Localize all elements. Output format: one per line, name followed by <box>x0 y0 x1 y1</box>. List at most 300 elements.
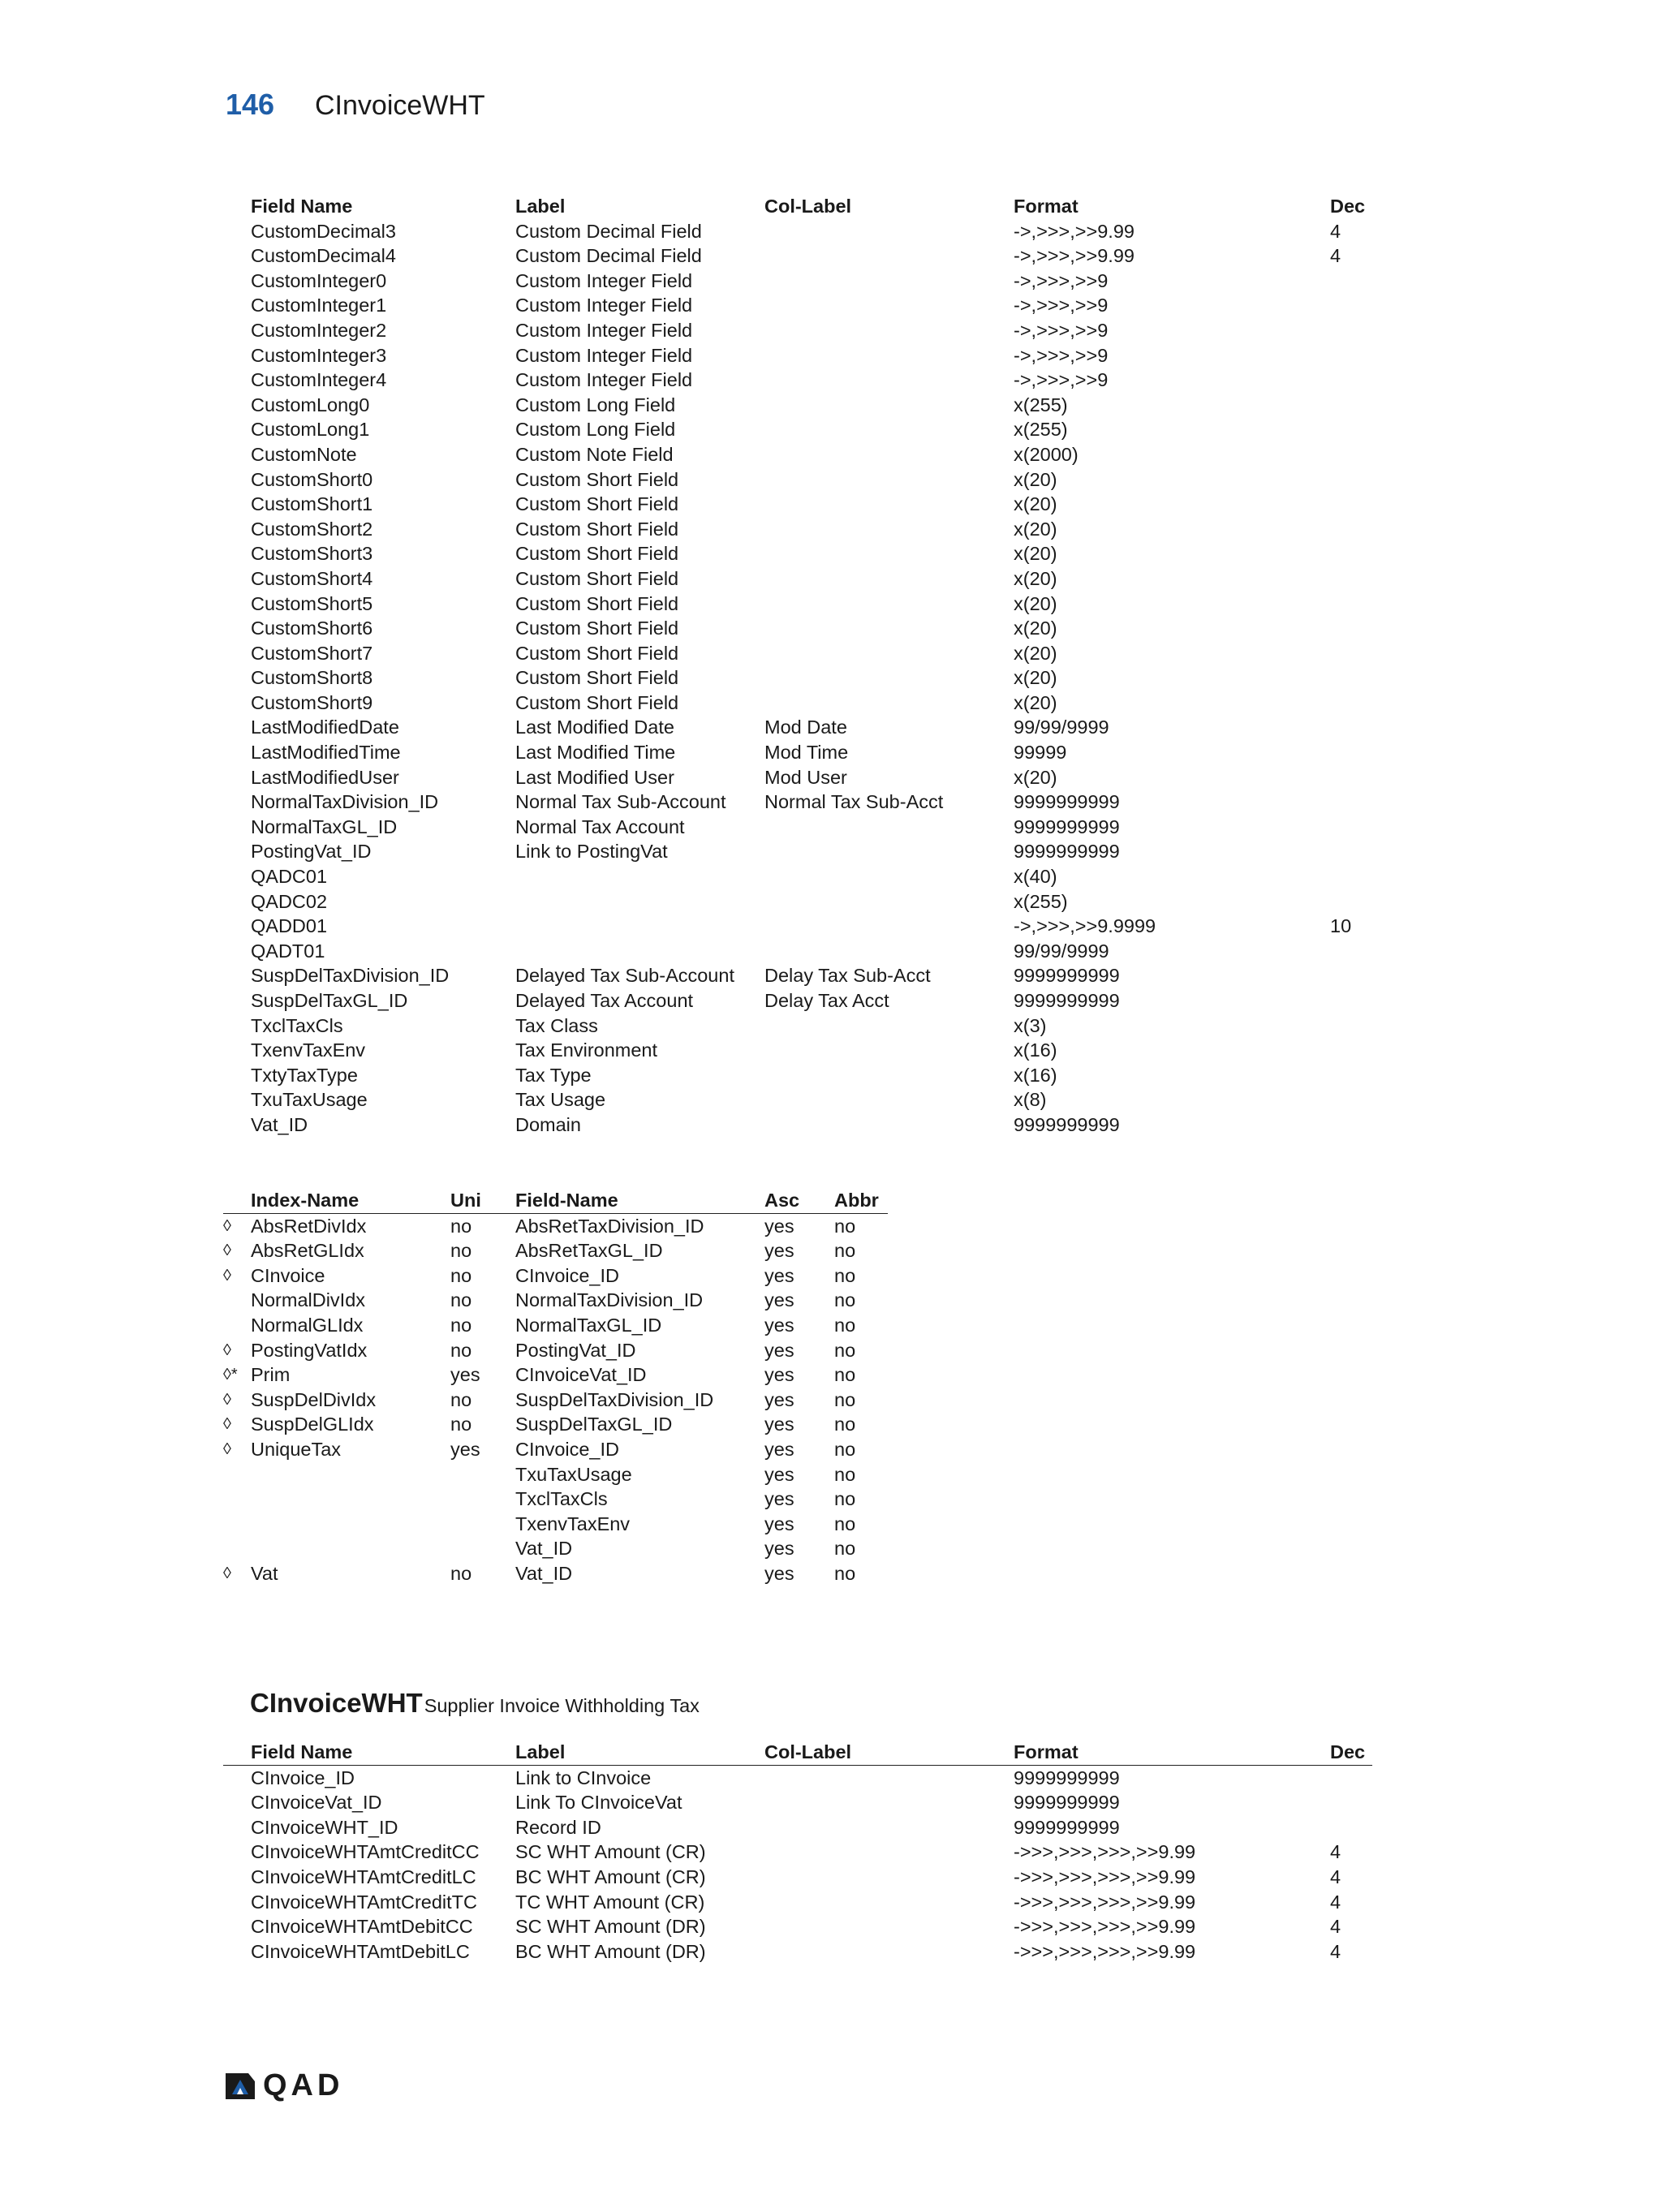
table-cell: x(20) <box>1014 592 1057 614</box>
table-cell: Link to PostingVat <box>515 841 668 863</box>
table-cell <box>1330 318 1387 343</box>
row-marker <box>223 616 251 641</box>
table-row <box>223 889 1387 914</box>
table-cell <box>764 492 1014 517</box>
table-row <box>223 1840 1372 1865</box>
column-header: Label <box>515 196 566 217</box>
row-marker <box>223 963 251 988</box>
table-cell: Custom Short Field <box>515 642 679 664</box>
column-header: Format <box>1014 1740 1330 1765</box>
column-header: Uni <box>450 1188 515 1213</box>
table-cell <box>1330 467 1387 493</box>
table-cell: TxclTaxCls <box>515 1488 608 1510</box>
table-cell: Custom Decimal Field <box>515 245 702 267</box>
table-cell: CustomShort3 <box>251 543 373 565</box>
index-table <box>223 1188 888 1586</box>
table-row <box>223 864 1387 889</box>
table-cell: ->,>>>,>>9 <box>1014 295 1109 316</box>
table-cell <box>764 889 1014 914</box>
table-cell <box>764 691 1014 716</box>
table-cell: CustomShort8 <box>251 667 373 689</box>
table-cell: QADC02 <box>251 890 328 912</box>
table-cell <box>1330 517 1387 542</box>
table-cell: 9999999999 <box>1014 1816 1120 1838</box>
table-cell <box>764 1038 1014 1063</box>
table-cell: x(20) <box>1014 468 1057 490</box>
table-cell: Custom Note Field <box>515 443 674 465</box>
table-cell: QADT01 <box>251 940 325 962</box>
table-cell: Custom Integer Field <box>515 369 693 391</box>
table-cell <box>1330 1815 1372 1840</box>
row-marker: ◊ <box>223 1341 231 1359</box>
table-row <box>223 318 1387 343</box>
table-cell <box>1330 889 1387 914</box>
table-cell <box>1330 1087 1387 1112</box>
table-cell: x(20) <box>1014 691 1057 713</box>
table-cell: AbsRetTaxGL_ID <box>515 1240 663 1262</box>
table-cell: Link to CInvoice <box>515 1767 652 1788</box>
row-marker <box>223 1939 251 1965</box>
table-cell: Tax Type <box>515 1064 592 1086</box>
table-row <box>223 1790 1372 1815</box>
table-cell: QADD01 <box>251 915 328 937</box>
table-cell: Custom Decimal Field <box>515 220 702 242</box>
table-cell <box>1330 864 1387 889</box>
table-cell <box>764 343 1014 368</box>
row-marker: ◊* <box>223 1366 238 1384</box>
table-cell: NormalDivIdx <box>251 1289 366 1311</box>
row-marker <box>223 368 251 393</box>
table-row <box>223 1288 888 1313</box>
row-marker <box>223 467 251 493</box>
table-cell: yes <box>450 1438 480 1460</box>
table-cell: Custom Short Field <box>515 618 679 639</box>
table-row <box>223 1087 1387 1112</box>
table-cell: 99/99/9999 <box>1014 940 1109 962</box>
table-cell: Custom Short Field <box>515 468 679 490</box>
row-marker <box>223 1790 251 1815</box>
table-cell: yes <box>764 1438 794 1460</box>
table-cell: yes <box>764 1364 794 1386</box>
table-cell <box>764 914 1014 939</box>
table-cell <box>1330 715 1387 740</box>
table-cell: Domain <box>515 1113 581 1135</box>
table-cell: x(20) <box>1014 493 1057 515</box>
table-cell: CInvoiceVat_ID <box>515 1364 647 1386</box>
table-cell: Tax Environment <box>515 1039 658 1061</box>
table-cell <box>450 1487 515 1512</box>
table-cell: Mod Date <box>764 717 847 738</box>
table-row <box>223 939 1387 964</box>
table-cell: x(16) <box>1014 1039 1057 1061</box>
table-cell <box>764 566 1014 592</box>
table-row <box>223 1338 888 1363</box>
table-cell: yes <box>764 1339 794 1361</box>
row-marker <box>223 417 251 442</box>
table-cell <box>1330 765 1387 790</box>
row-marker <box>223 1914 251 1939</box>
table-cell: yes <box>764 1488 794 1510</box>
table-cell: LastModifiedTime <box>251 742 401 764</box>
table-cell: 99/99/9999 <box>1014 717 1109 738</box>
column-header: Field Name <box>251 1740 515 1765</box>
table-cell: Vat_ID <box>515 1562 573 1584</box>
table-cell: Tax Usage <box>515 1089 606 1111</box>
table-cell <box>251 1536 450 1561</box>
row-marker <box>223 492 251 517</box>
table-cell: SuspDelTaxDivision_ID <box>251 965 450 987</box>
table-cell: Custom Short Field <box>515 567 679 589</box>
table-cell <box>1330 1765 1372 1790</box>
table-cell: CInvoice_ID <box>515 1438 619 1460</box>
table-cell: CInvoice_ID <box>515 1264 619 1286</box>
table-cell <box>1330 492 1387 517</box>
table-cell <box>1330 269 1387 294</box>
row-marker <box>223 566 251 592</box>
table-cell: 9999999999 <box>1014 791 1120 813</box>
table-cell: x(40) <box>1014 866 1057 888</box>
table-cell: 9999999999 <box>1014 990 1120 1011</box>
table-cell: Record ID <box>515 1816 601 1838</box>
table-cell <box>1330 368 1387 393</box>
table-cell <box>764 1865 1014 1890</box>
table-cell <box>1330 616 1387 641</box>
table-cell: yes <box>764 1538 794 1560</box>
table-row <box>223 467 1387 493</box>
table-cell <box>1330 343 1387 368</box>
row-marker <box>223 864 251 889</box>
table-cell: CustomInteger4 <box>251 369 387 391</box>
table-cell <box>515 914 764 939</box>
table-cell <box>251 1462 450 1487</box>
table-row <box>223 790 1387 815</box>
table-cell: SuspDelGLIdx <box>251 1414 374 1435</box>
table-cell: SuspDelTaxGL_ID <box>515 1414 673 1435</box>
column-header: Asc <box>764 1188 834 1213</box>
table-cell: ->>>,>>>,>>>,>>9.99 <box>1014 1916 1196 1938</box>
table-cell <box>764 293 1014 318</box>
table-cell <box>515 939 764 964</box>
table-cell: 4 <box>1330 1940 1341 1962</box>
table-cell: CInvoiceWHT_ID <box>251 1816 398 1838</box>
table-cell: no <box>450 1314 472 1336</box>
row-marker <box>223 665 251 691</box>
row-marker <box>223 1890 251 1915</box>
table-row <box>223 368 1387 393</box>
table-cell <box>764 467 1014 493</box>
row-marker <box>223 1462 251 1487</box>
table-row <box>223 1013 1387 1039</box>
table-cell <box>764 393 1014 418</box>
table-cell: 4 <box>1330 1916 1341 1938</box>
table-cell <box>764 1112 1014 1138</box>
row-marker <box>223 1063 251 1088</box>
table-row <box>223 1063 1387 1088</box>
row-marker <box>223 592 251 617</box>
table-cell <box>1330 293 1387 318</box>
table-cell: Delayed Tax Account <box>515 990 694 1011</box>
table-cell <box>1330 1038 1387 1063</box>
table-cell: CInvoiceWHTAmtCreditCC <box>251 1841 480 1863</box>
table-cell: Link To CInvoiceVat <box>515 1792 682 1814</box>
table-cell: QADC01 <box>251 866 328 888</box>
table-row <box>223 616 1387 641</box>
row-marker <box>223 1013 251 1039</box>
table-cell <box>764 839 1014 864</box>
table-cell <box>764 864 1014 889</box>
table-cell <box>764 219 1014 244</box>
table-cell: CustomShort6 <box>251 618 373 639</box>
table-row <box>223 1536 888 1561</box>
table-cell <box>764 1939 1014 1965</box>
table-row <box>223 1388 888 1413</box>
row-marker: ◊ <box>223 1440 231 1458</box>
column-header: Col-Label <box>764 196 852 217</box>
table-cell: Custom Long Field <box>515 394 676 415</box>
table-cell: Last Modified Date <box>515 717 674 738</box>
table-cell: x(20) <box>1014 642 1057 664</box>
table-cell: CustomShort0 <box>251 468 373 490</box>
table-cell <box>764 592 1014 617</box>
table-cell <box>1330 815 1387 840</box>
table-cell: Normal Tax Account <box>515 816 685 837</box>
table-row <box>223 715 1387 740</box>
table-cell: BC WHT Amount (CR) <box>515 1866 706 1887</box>
table-cell: no <box>834 1215 856 1237</box>
table-cell: CustomShort1 <box>251 493 373 515</box>
table-row <box>223 417 1387 442</box>
table-cell: ->,>>>,>>9 <box>1014 269 1109 291</box>
table-cell: Custom Short Field <box>515 543 679 565</box>
table-row <box>223 1765 1372 1790</box>
table-cell <box>1330 691 1387 716</box>
table-row <box>223 665 1387 691</box>
table-cell: SC WHT Amount (DR) <box>515 1916 706 1938</box>
table-cell: ->,>>>,>>9.9999 <box>1014 915 1156 937</box>
table-cell: 9999999999 <box>1014 1792 1120 1814</box>
row-marker <box>223 815 251 840</box>
table-row <box>223 1038 1387 1063</box>
table-cell: TxtyTaxType <box>251 1064 358 1086</box>
table-row <box>223 815 1387 840</box>
table-cell: CustomInteger3 <box>251 344 387 366</box>
table-cell: no <box>834 1240 856 1262</box>
page-header <box>226 88 485 128</box>
column-header: Field-Name <box>515 1188 764 1213</box>
table-cell <box>764 517 1014 542</box>
table-cell: no <box>834 1488 856 1510</box>
table-row <box>223 1112 1387 1138</box>
row-marker: ◊ <box>223 1266 231 1285</box>
table-cell <box>1330 641 1387 666</box>
table-cell <box>1330 939 1387 964</box>
table-row <box>223 1512 888 1537</box>
table-cell: CInvoice_ID <box>251 1767 355 1788</box>
table-cell: Last Modified User <box>515 766 674 788</box>
table-row <box>223 517 1387 542</box>
table-cell: PostingVat_ID <box>515 1339 636 1361</box>
table-cell: CustomInteger0 <box>251 269 387 291</box>
row-marker <box>223 1512 251 1537</box>
table-row <box>223 566 1387 592</box>
table-cell: yes <box>764 1314 794 1336</box>
table-cell: x(3) <box>1014 1014 1047 1036</box>
table-row <box>223 1238 888 1263</box>
table-cell: CustomNote <box>251 443 357 465</box>
table-cell <box>251 1512 450 1537</box>
row-marker: ◊ <box>223 1390 231 1409</box>
table-row <box>223 1487 888 1512</box>
row-marker <box>223 691 251 716</box>
fields-table-2 <box>223 1740 1372 1964</box>
table-cell: ->>>,>>>,>>>,>>9.99 <box>1014 1841 1196 1863</box>
table-cell: CustomLong1 <box>251 419 370 441</box>
table-cell: SuspDelDivIdx <box>251 1388 377 1410</box>
table-cell: CInvoiceWHTAmtCreditTC <box>251 1891 477 1913</box>
table-cell: Custom Short Field <box>515 691 679 713</box>
table-row <box>223 740 1387 765</box>
row-marker <box>223 715 251 740</box>
table-cell <box>1330 1063 1387 1088</box>
row-marker <box>223 1038 251 1063</box>
table-cell: Delay Tax Sub-Acct <box>764 965 931 987</box>
table-cell <box>764 665 1014 691</box>
table-cell: NormalGLIdx <box>251 1314 364 1336</box>
table-cell: LastModifiedUser <box>251 766 399 788</box>
fields-table-1 <box>223 194 1387 1138</box>
row-marker <box>223 318 251 343</box>
table-row <box>223 1914 1372 1939</box>
table-row <box>223 1263 888 1289</box>
table-cell: CInvoiceVat_ID <box>251 1792 382 1814</box>
table-description: Supplier Invoice Withholding Tax <box>424 1695 700 1716</box>
table-cell: 9999999999 <box>1014 1767 1120 1788</box>
row-marker <box>223 293 251 318</box>
table-row <box>223 442 1387 467</box>
table-cell <box>450 1536 515 1561</box>
table-cell: TxenvTaxEnv <box>251 1039 366 1061</box>
table-cell: ->,>>>,>>9.99 <box>1014 245 1135 267</box>
table-cell <box>764 1063 1014 1088</box>
row-marker <box>223 1112 251 1138</box>
column-header: Field Name <box>251 196 353 217</box>
table-cell: ->>>,>>>,>>>,>>9.99 <box>1014 1866 1196 1887</box>
page-title: CInvoiceWHT <box>315 90 485 121</box>
table-cell: no <box>834 1513 856 1534</box>
table-row <box>223 1939 1372 1965</box>
row-marker <box>223 1765 251 1790</box>
table-cell: Custom Integer Field <box>515 319 693 341</box>
table-cell: CustomLong0 <box>251 394 370 415</box>
table-row <box>223 1437 888 1462</box>
table-cell <box>764 1790 1014 1815</box>
column-header: Format <box>1014 196 1079 217</box>
table-cell: CustomDecimal3 <box>251 220 396 242</box>
table-cell: no <box>450 1414 472 1435</box>
table-cell <box>764 442 1014 467</box>
table-cell: no <box>450 1562 472 1584</box>
column-header: Abbr <box>834 1188 888 1213</box>
table-row <box>223 1462 888 1487</box>
table-cell: ->,>>>,>>9 <box>1014 369 1109 391</box>
table-cell: 9999999999 <box>1014 841 1120 863</box>
table-cell: 9999999999 <box>1014 1113 1120 1135</box>
table-row <box>223 1815 1372 1840</box>
table-cell <box>764 1815 1014 1840</box>
table-cell: NormalTaxDivision_ID <box>515 1289 704 1311</box>
table-cell: 99999 <box>1014 742 1067 764</box>
table-cell: AbsRetTaxDivision_ID <box>515 1215 704 1237</box>
table-cell <box>1330 1790 1372 1815</box>
table-cell: yes <box>764 1264 794 1286</box>
table-cell: Vat_ID <box>515 1538 573 1560</box>
table-row <box>223 343 1387 368</box>
table-cell: CInvoiceWHTAmtDebitLC <box>251 1940 470 1962</box>
table-cell: no <box>450 1388 472 1410</box>
table-cell <box>1330 1013 1387 1039</box>
table-cell: ->,>>>,>>9 <box>1014 319 1109 341</box>
table-cell: TxuTaxUsage <box>515 1463 632 1485</box>
table-cell: no <box>450 1339 472 1361</box>
index-table-header <box>223 1188 888 1213</box>
table-row <box>223 592 1387 617</box>
table-cell <box>764 318 1014 343</box>
table-cell: Custom Short Field <box>515 518 679 540</box>
table-cell: Delayed Tax Sub-Account <box>515 965 734 987</box>
row-marker <box>223 988 251 1013</box>
table-cell: x(255) <box>1014 394 1068 415</box>
table-row <box>223 492 1387 517</box>
row-marker <box>223 1487 251 1512</box>
table-cell: no <box>834 1289 856 1311</box>
table-cell: CustomShort7 <box>251 642 373 664</box>
table-cell <box>1330 417 1387 442</box>
row-marker <box>223 393 251 418</box>
table-cell <box>764 815 1014 840</box>
table-cell <box>764 417 1014 442</box>
table-cell: no <box>834 1463 856 1485</box>
table-cell: no <box>450 1240 472 1262</box>
table-cell: no <box>450 1215 472 1237</box>
row-marker <box>223 1288 251 1313</box>
table-row <box>223 1865 1372 1890</box>
row-marker <box>223 343 251 368</box>
table-cell: x(16) <box>1014 1064 1057 1086</box>
row-marker <box>223 914 251 939</box>
row-marker: ◊ <box>223 1242 231 1260</box>
table-cell <box>764 1840 1014 1865</box>
table-cell <box>1330 393 1387 418</box>
table-row <box>223 1213 888 1238</box>
row-marker <box>223 442 251 467</box>
table-cell: Custom Short Field <box>515 667 679 689</box>
table-cell <box>764 1914 1014 1939</box>
table-cell <box>764 368 1014 393</box>
row-marker: ◊ <box>223 1216 231 1235</box>
footer-logo <box>224 2068 343 2103</box>
table-cell: UniqueTax <box>251 1438 342 1460</box>
table-cell: PostingVatIdx <box>251 1339 368 1361</box>
fields-table-2-header <box>223 1740 1372 1765</box>
logo-text: QAD <box>263 2068 344 2102</box>
row-marker <box>223 219 251 244</box>
table-cell: CustomShort5 <box>251 592 373 614</box>
table-cell: 4 <box>1330 1841 1341 1863</box>
table-cell: yes <box>764 1215 794 1237</box>
table-cell: LastModifiedDate <box>251 717 399 738</box>
table-cell <box>764 269 1014 294</box>
table-cell <box>764 616 1014 641</box>
